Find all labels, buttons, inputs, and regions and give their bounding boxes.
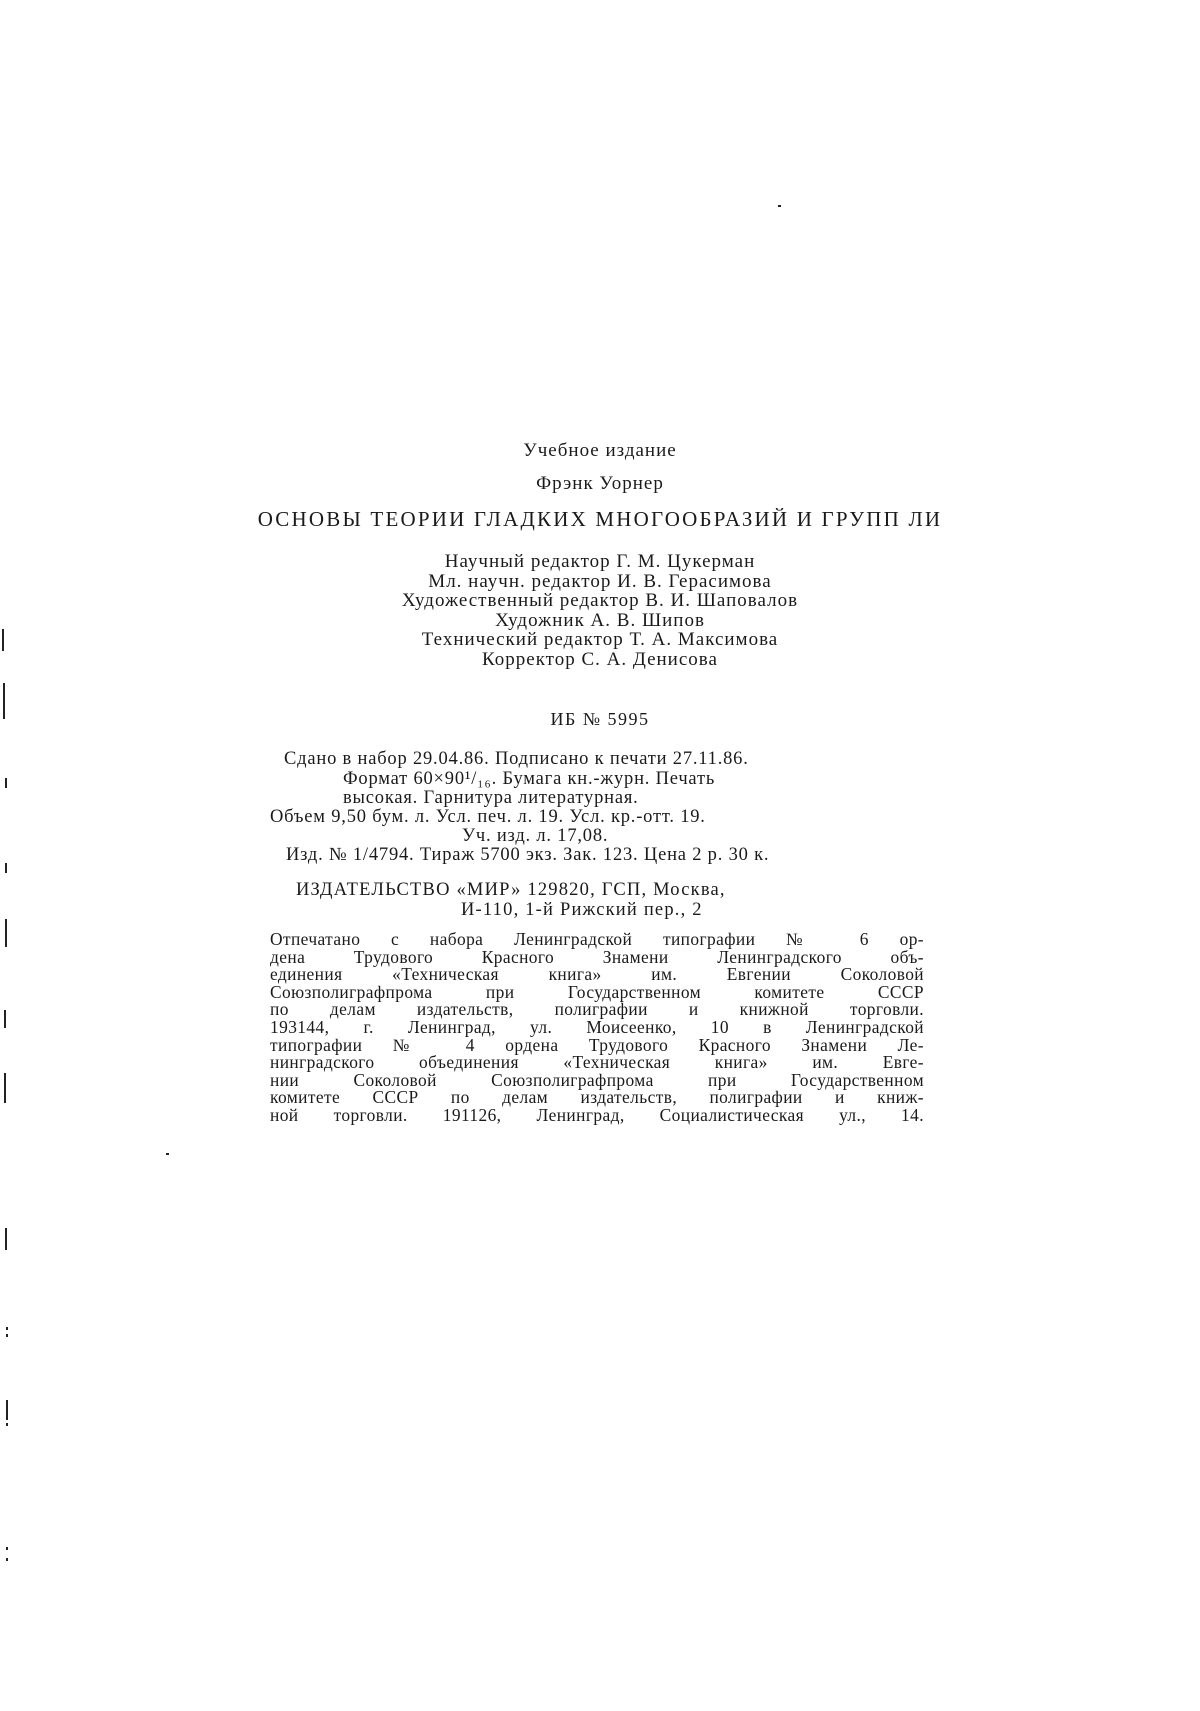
edition-type-text: Учебное издание	[523, 440, 677, 461]
printer-note-line: типографии № 4 ордена Трудового Красного Знамени Ле-	[270, 1034, 924, 1055]
scan-edge-mark	[6, 1558, 8, 1561]
author-text: Фрэнк Уорнер	[536, 473, 664, 494]
pub-detail-line: высокая. Гарнитура литературная.	[343, 788, 639, 808]
pub-detail-line: Объем 9,50 бум. л. Усл. печ. л. 19. Усл. кр.-отт. 19.	[270, 807, 706, 827]
edition-type	[0, 440, 1200, 462]
ib-number-text: ИБ № 5995	[550, 709, 650, 729]
printer-note-line: комитете СССР по делам издательств, полиграфии и книж-	[270, 1087, 924, 1108]
scan-edge-mark	[4, 1073, 6, 1103]
scan-edge-mark	[4, 1010, 6, 1028]
printer-note-line: дена Трудового Красного Знамени Ленинградского объ-	[270, 946, 924, 967]
staff-scientific-editor: Научный редактор Г. М. Цукерман	[444, 551, 756, 572]
scan-speck	[778, 205, 781, 207]
staff-technical-editor: Технический редактор Т. А. Максимова	[421, 629, 779, 650]
printer-note-line: нинградского объединения «Техническая книга» им. Евге-	[270, 1052, 924, 1073]
printer-note-line: 193144, г. Ленинград, ул. Моисеенко, 10 в Ленинградской	[270, 1016, 924, 1037]
printer-note-line: ной торговли. 191126, Ленинград, Социалистическая ул., 14.	[270, 1104, 924, 1125]
scan-edge-mark	[6, 1423, 8, 1426]
staff-art-editor: Художественный редактор В. И. Шаповалов	[401, 590, 799, 611]
pub-detail-line: Сдано в набор 29.04.86. Подписано к печати 27.11.86.	[284, 749, 749, 769]
book-title	[0, 507, 1200, 532]
scan-edge-mark	[5, 778, 7, 788]
pub-detail-line: Формат 60×90¹/₁₆. Бумага кн.-журн. Печать	[343, 769, 716, 789]
publisher-line: ИЗДАТЕЛЬСТВО «МИР» 129820, ГСП, Москва,	[296, 880, 726, 900]
printer-note-line: нии Соколовой Союзполиграфпрома при Государственном	[270, 1069, 924, 1090]
scan-edge-mark	[6, 1547, 8, 1550]
scan-speck	[166, 1153, 169, 1155]
pub-detail-line: Уч. изд. л. 17,08.	[462, 826, 609, 846]
book-title-text: ОСНОВЫ ТЕОРИИ ГЛАДКИХ МНОГООБРАЗИЙ И ГРУПП ЛИ	[257, 507, 943, 531]
publisher-line: И-110, 1-й Рижский пер., 2	[461, 900, 703, 920]
author-name	[0, 473, 1200, 495]
staff-junior-editor: Мл. научн. редактор И. В. Герасимова	[428, 570, 772, 592]
staff-proofreader: Корректор С. А. Денисова	[482, 648, 718, 670]
ib-number	[0, 709, 1200, 730]
printer-note-line: по делам издательств, полиграфии и книжной торговли.	[270, 999, 924, 1020]
scan-edge-mark	[5, 919, 7, 947]
scan-edge-mark	[6, 1327, 8, 1330]
printer-note-line: Союзполиграфпрома при Государственном комитете СССР	[270, 981, 924, 1002]
pub-detail-line: Изд. № 1/4794. Тираж 5700 экз. Зак. 123. Цена 2 р. 30 к.	[286, 845, 770, 865]
printer-note-line: Отпечатано с набора Ленинградской типографии № 6 ор-	[270, 929, 924, 949]
editorial-staff-list	[0, 552, 1200, 669]
scan-edge-mark	[6, 1334, 8, 1337]
staff-artist: Художник А. В. Шипов	[495, 609, 705, 631]
scan-edge-mark	[5, 1228, 7, 1250]
scan-edge-mark	[5, 863, 7, 873]
printer-note-line: единения «Техническая книга» им. Евгении Соколовой	[270, 964, 924, 985]
scan-edge-mark	[6, 1400, 8, 1420]
printer-note	[270, 931, 924, 1125]
